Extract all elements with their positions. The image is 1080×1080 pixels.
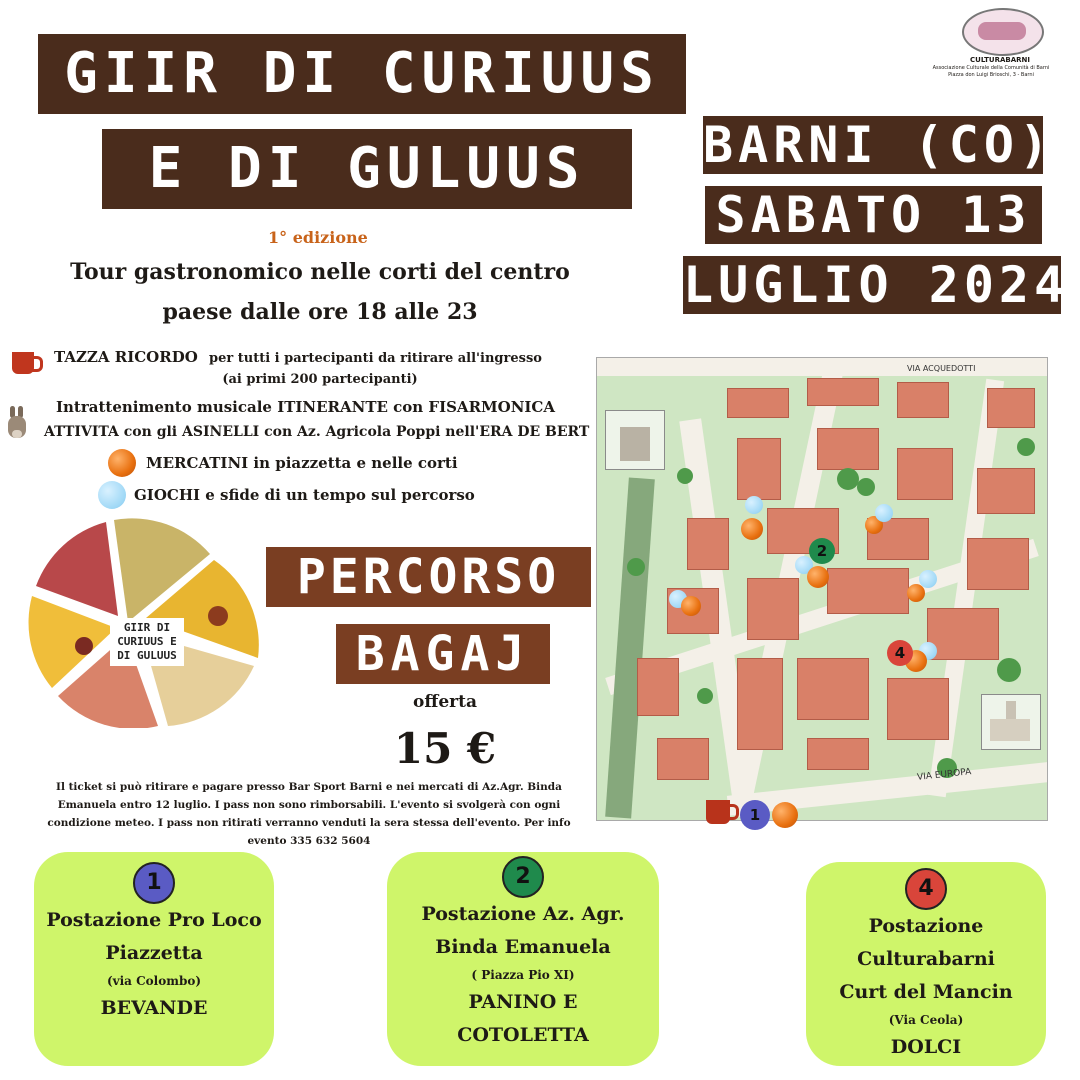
station-4-name-1: Postazione <box>868 915 984 937</box>
station-2-name-2: Binda Emanuela <box>435 936 611 958</box>
station-1-offer: BEVANDE <box>100 997 208 1019</box>
map-inset-castle <box>605 410 665 470</box>
info-line-3: condizione meteo. I pass non ritirati verranno venduti la sera stessa dell'evento. Per info <box>47 817 571 829</box>
org-address: Piazza don Luigi Brioschi, 3 - Barni <box>948 72 1034 78</box>
wheel-slice-salami <box>36 522 118 616</box>
map-inset-church <box>981 694 1041 750</box>
feature-cup-detail: per tutti i partecipanti da ritirare all'ingresso <box>209 351 542 366</box>
station-2-badge: 2 <box>502 856 544 898</box>
map-blue-dot <box>875 504 893 522</box>
feature-cup-title: TAZZA RICORDO <box>54 348 198 366</box>
feature-cup <box>54 348 542 366</box>
feature-markets: MERCATINI in piazzetta e nelle corti <box>146 454 458 472</box>
title-line-2: E DI GULUUS <box>102 129 632 209</box>
map-orange-dot <box>741 518 763 540</box>
station-1-address: (via Colombo) <box>106 974 202 988</box>
station-4-box <box>806 862 1046 1066</box>
culturabarni-logo <box>962 8 1044 56</box>
wheel-label-line-2: CURIUUS E <box>117 635 177 648</box>
event-month-year: LUGLIO 2024 <box>683 256 1070 314</box>
edition: 1° edizione <box>268 228 368 247</box>
feature-donkeys: ATTIVITA con gli ASINELLI con Az. Agricola Poppi nell'ERA DE BERT <box>44 424 590 440</box>
cup-icon <box>12 352 34 374</box>
orange-dot-icon <box>108 449 136 477</box>
feature-games: GIOCHI e sfide di un tempo sul percorso <box>134 486 475 504</box>
map-cup-icon <box>706 800 730 824</box>
price: 15 € <box>393 724 497 773</box>
wheel-label-line-1: GIIR DI <box>123 621 171 634</box>
route-map <box>596 357 1048 821</box>
map-orange-dot <box>681 596 701 616</box>
map-blue-dot <box>919 570 937 588</box>
blue-dot-icon <box>98 481 126 509</box>
map-pin-2: 2 <box>809 538 835 564</box>
station-4-name-2: Culturabarni <box>857 948 995 970</box>
map-blue-dot <box>745 496 763 514</box>
org-name: CULTURABARNI <box>970 56 1030 64</box>
tour-line-2: paese dalle ore 18 alle 23 <box>162 299 478 325</box>
tour-line-1: Tour gastronomico nelle corti del centro <box>70 259 570 285</box>
info-line-1: Il ticket si può ritirare e pagare presso Bar Sport Barni e nei mercati di Az.Agr. Binda <box>56 781 562 793</box>
wheel-center-label <box>110 618 184 666</box>
wheel-label-line-3: DI GULUUS <box>117 649 177 662</box>
map-orange-dot <box>907 584 925 602</box>
donkey-icon <box>4 406 36 442</box>
station-4-address: (Via Ceola) <box>888 1013 964 1027</box>
info-line-4: evento 335 632 5604 <box>247 835 371 847</box>
feature-cup-note: (ai primi 200 partecipanti) <box>222 372 418 387</box>
info-line-2: Emanuela entro 12 luglio. I pass non sono rimborsabili. L'evento si svolgerà con ogni <box>57 799 561 811</box>
station-2-box <box>387 852 659 1066</box>
station-4-name-3: Curt del Mancin <box>839 981 1013 1003</box>
map-pin-4: 4 <box>887 640 913 666</box>
station-1-name-1: Postazione Pro Loco <box>46 909 262 931</box>
station-1-badge: 1 <box>133 862 175 904</box>
station-2-offer-1: PANINO E <box>468 991 578 1013</box>
title-line-1: GIIR DI CURIUUS <box>38 34 686 114</box>
offer-label: offerta <box>413 692 477 712</box>
station-2-offer-2: COTOLETTA <box>457 1024 589 1046</box>
percorso-subtitle: BAGAJ <box>336 624 550 684</box>
event-day: SABATO 13 <box>705 186 1042 244</box>
map-pin-1: 1 <box>740 800 770 830</box>
station-2-name-1: Postazione Az. Agr. <box>421 903 625 925</box>
station-4-offer: DOLCI <box>890 1036 962 1058</box>
map-street-label-2: VIA ACQUEDOTTI <box>907 364 976 373</box>
map-orange-dot <box>807 566 829 588</box>
percorso-title: PERCORSO <box>266 547 591 607</box>
map-orange-dot <box>772 802 798 828</box>
station-4-badge: 4 <box>905 868 947 910</box>
org-full-name: Associazione Culturale della Comunità di Barni <box>932 65 1050 71</box>
map-street-label-1: VIA EUROPA <box>916 767 972 783</box>
station-2-address: ( Piazza Pio XI) <box>471 968 575 982</box>
station-1-box <box>34 852 274 1066</box>
event-place: BARNI (CO) <box>703 116 1055 174</box>
feature-music: Intrattenimento musicale ITINERANTE con FISARMONICA <box>56 398 556 416</box>
station-1-name-2: Piazzetta <box>105 942 203 964</box>
info-text <box>30 778 588 850</box>
